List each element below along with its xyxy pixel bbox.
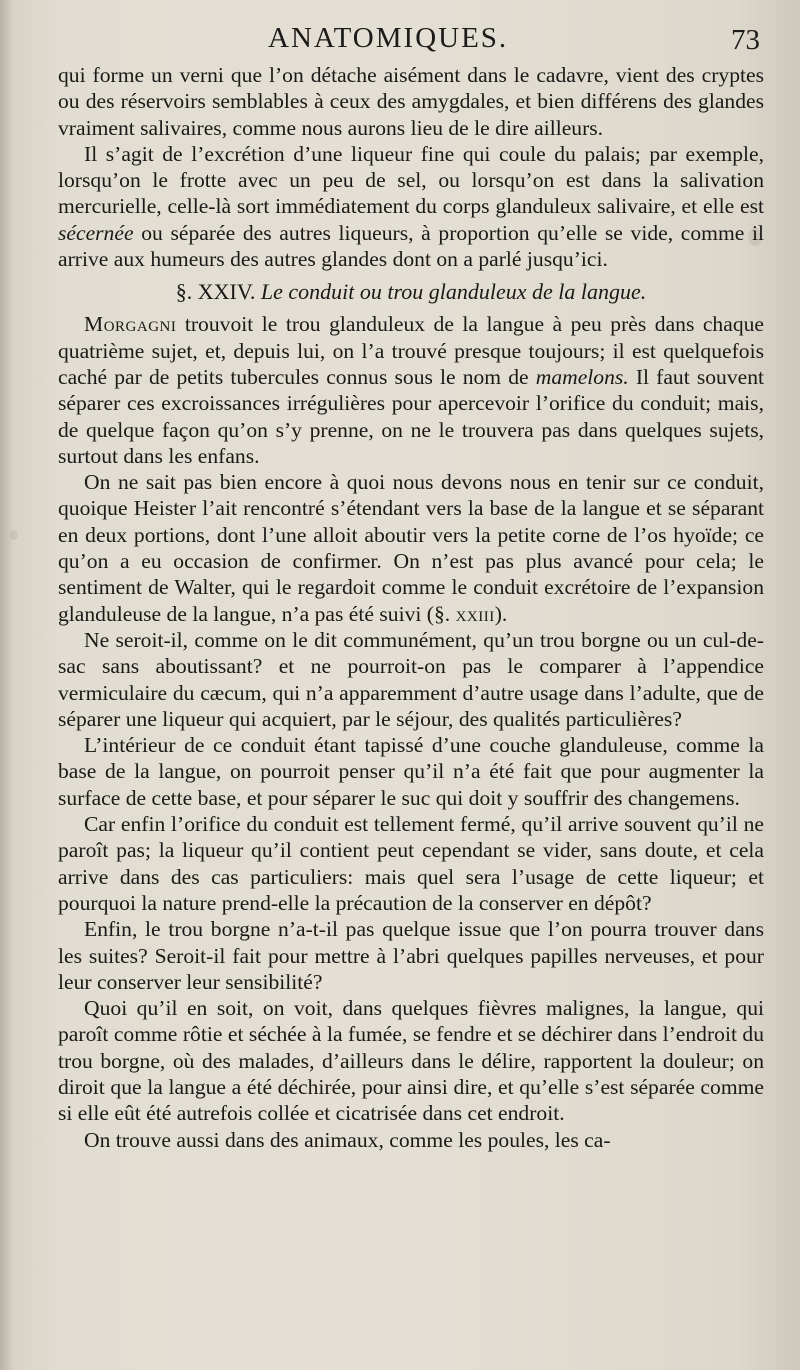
body-text — [58, 62, 764, 1153]
paragraph-text: On ne sait pas bien encore à quoi nous devons nous en tenir sur ce conduit, quoique Heister l’ait rencontré s’étendant vers la base de la langue et se séparant en deux portions, dont l’une alloit aboutir vers la petite corne de l’os hyoïde; ce qu’on a eu occasion de confirmer. On n’est pas plus avancé pour cela; le sentiment de Walter, qui le regardoit comme le conduit excrétoire de l’expansion glanduleuse de la langue, n’a pas été suivi (§. — [58, 470, 764, 626]
paragraph — [58, 732, 764, 811]
paragraph-text: Enfin, le trou borgne n’a-t-il pas quelque issue que l’on pourra trouver dans les suites? Seroit-il fait pour mettre à l’abri quelques papilles nerveuses, et pour leur conserver leur sensibilité? — [58, 917, 764, 994]
paragraph-text: Quoi qu’il en soit, on voit, dans quelques fièvres malignes, la langue, qui paroît comme rôtie et séchée à la fumée, se fendre et se déchirer dans l’endroit du trou borgne, où des malades, d’ailleurs dans le délire, rapportent la douleur; on diroit que la langue a été déchirée, pour ainsi dire, et qu’elle s’est séparée comme si elle eût été autrefois collée et cicatrisée dans cet endroit. — [58, 996, 764, 1126]
paragraph-text: Il faut souvent séparer ces excroissances irrégulières pour apercevoir l’orifice du conduit; mais, de quelque façon qu’on s’y prenne, on ne le trouvera pas dans quelques sujets, surtout dans les enfans. — [58, 364, 764, 468]
paragraph — [58, 995, 764, 1126]
paragraph — [58, 811, 764, 916]
running-title: ANATOMIQUES. — [268, 22, 509, 54]
page-header — [0, 22, 800, 58]
paragraph-text: qui forme un verni que l’on détache aisément dans le cadavre, vient des cryptes ou des réservoirs semblables à ceux des amygdales, et bien différens des glandes vraiment salivaires, comme nous aurons lieu de le dire ailleurs. — [58, 63, 764, 140]
paragraph — [58, 311, 764, 469]
paragraph-text: ou séparée des autres liqueurs, à proportion qu’elle se vide, comme il arrive aux humeurs des autres glandes dont on a parlé jusqu’ici. — [58, 220, 764, 272]
section-reference: xxiii — [455, 601, 495, 626]
paragraph-text: trouvoit le trou glanduleux de la langue à peu près dans chaque quatrième sujet, et, depuis lui, on l’a trouvé presque toujours; il est quelquefois caché par de petits tubercules connus sous le nom de — [58, 312, 764, 389]
paragraph-text: ). — [494, 601, 508, 626]
author-name: Morgagni — [84, 312, 177, 337]
section-title: Le conduit ou trou glanduleux de la langue. — [260, 279, 647, 305]
page-number: 73 — [731, 24, 760, 56]
paragraph-text: On trouve aussi dans des animaux, comme les poules, les ca- — [84, 1127, 611, 1152]
paragraph — [58, 469, 764, 627]
emphasized-term: mamelons. — [535, 364, 629, 389]
section-number: §. XXIV. — [175, 279, 256, 305]
paragraph-text: Il s’agit de l’excrétion d’une liqueur fine qui coule du palais; par exemple, lorsqu’on le frotte avec un peu de sel, ou lorsqu’on est dans la salivation mercurielle, celle-là sort immédiatement du corps glanduleux salivaire, et elle est — [58, 141, 764, 219]
paragraph-text: L’intérieur de ce conduit étant tapissé d’une couche glanduleuse, comme la base de la langue, on pourroit penser qu’il n’a été fait que pour augmenter la surface de cette base, et pour séparer le suc qui doit y souffrir des changemens. — [58, 733, 764, 810]
section-heading — [58, 277, 764, 307]
paragraph — [58, 916, 764, 995]
paragraph — [58, 1127, 764, 1153]
paper-stain — [10, 530, 18, 540]
paragraph — [58, 141, 764, 272]
paragraph — [58, 627, 764, 732]
paragraph-text: Car enfin l’orifice du conduit est tellement fermé, qu’il arrive souvent qu’il ne paroît pas; la liqueur qu’il contient peut cependant se vider, sans doute, et cela arrive dans des cas particuliers: mais quel sera l’usage de cette liqueur; et pourquoi la nature prend-elle la précaution de la conserver en dépôt? — [58, 812, 764, 915]
emphasized-term: sécernée — [58, 220, 134, 245]
paragraph-text: Ne seroit-il, comme on le dit communément, qu’un trou borgne ou un cul-de-sac sans aboutissant? et ne pourroit-on pas le comparer à l’appendice vermiculaire du cæcum, qui n’a apparemment d’autre usage dans l’adulte, que de séparer une liqueur qui acquiert, par le séjour, des qualités particulières? — [58, 627, 764, 731]
paragraph — [58, 62, 764, 141]
